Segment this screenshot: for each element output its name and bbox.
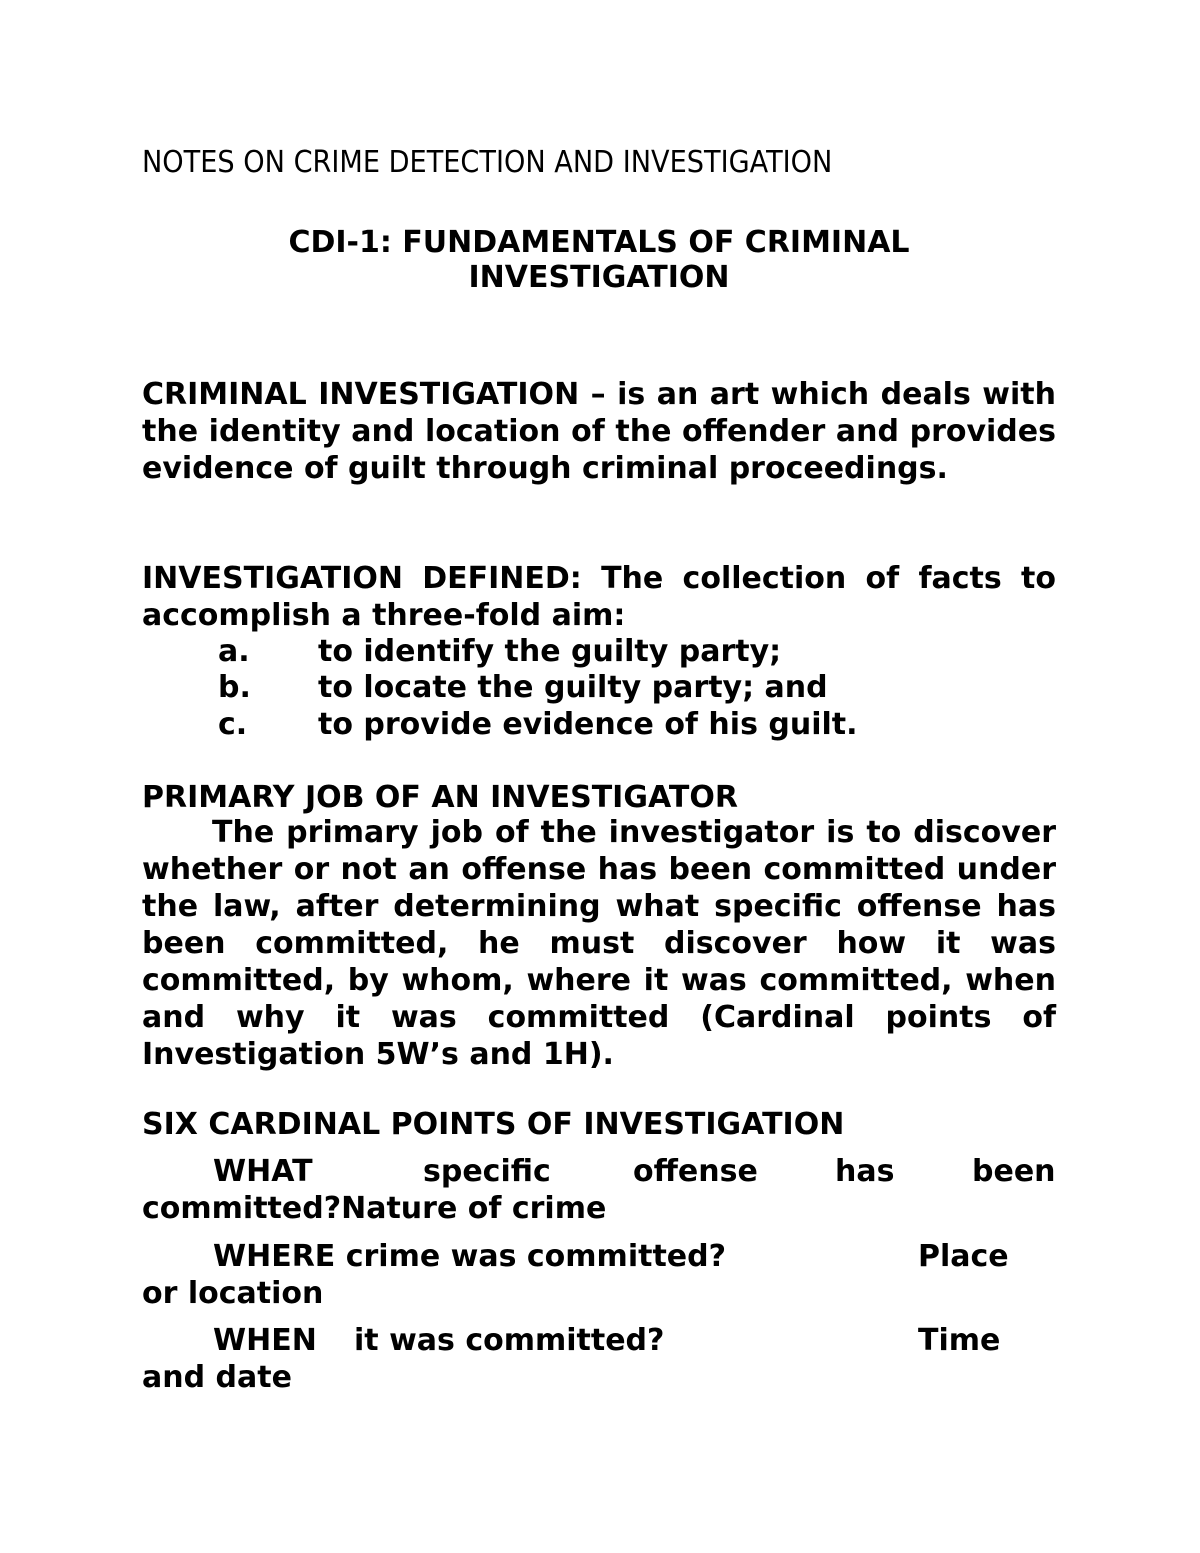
when-answer-start: Time: [918, 1323, 1001, 1358]
where-line-2: or location: [142, 1276, 324, 1311]
six-cardinal-points-heading: SIX CARDINAL POINTS OF INVESTIGATION: [142, 1107, 845, 1142]
aim-text-b: to locate the guilty party; and: [318, 670, 828, 705]
where-question: WHERE crime was committed?: [213, 1239, 727, 1274]
aim-marker-c: c.: [218, 707, 248, 742]
course-title-line-1: CDI-1: FUNDAMENTALS OF CRIMINAL: [288, 225, 910, 260]
what-has-word: has: [835, 1154, 895, 1189]
where-answer-start: Place: [918, 1239, 1009, 1274]
what-line-2: committed?Nature of crime: [142, 1191, 607, 1226]
what-offense-word: offense: [633, 1154, 758, 1189]
what-specific-word: specific: [423, 1154, 551, 1189]
criminal-investigation-definition: CRIMINAL INVESTIGATION – is an art which deals with the identity and location of the offender and provides evidence of guilt through criminal proceedings.: [142, 377, 1056, 486]
course-title-line-2: INVESTIGATION: [468, 260, 730, 295]
aim-text-c: to provide evidence of his guilt.: [318, 707, 858, 742]
when-question: it was committed?: [354, 1323, 665, 1358]
primary-job-paragraph: The primary job of the investigator is to discover whether or not an offense has been committed under the law, after determining what specific offense has been committed, he must discover how it was committed, by whom, where it was committed, when and why it was committed (Cardinal points of Investigation 5W’s and 1H).: [142, 815, 1056, 1072]
when-line-2: and date: [142, 1360, 292, 1395]
investigation-defined-paragraph: INVESTIGATION DEFINED: The collection of facts to accomplish a three-fold aim:: [142, 561, 1056, 633]
aim-marker-b: b.: [218, 670, 251, 705]
what-been-word: been: [972, 1154, 1056, 1189]
aim-marker-a: a.: [218, 634, 250, 669]
aim-text-a: to identify the guilty party;: [318, 634, 782, 669]
document-title: NOTES ON CRIME DETECTION AND INVESTIGATION: [142, 145, 833, 180]
when-word: WHEN: [213, 1323, 317, 1358]
what-word: WHAT: [213, 1154, 313, 1189]
primary-job-heading: PRIMARY JOB OF AN INVESTIGATOR: [142, 780, 738, 815]
